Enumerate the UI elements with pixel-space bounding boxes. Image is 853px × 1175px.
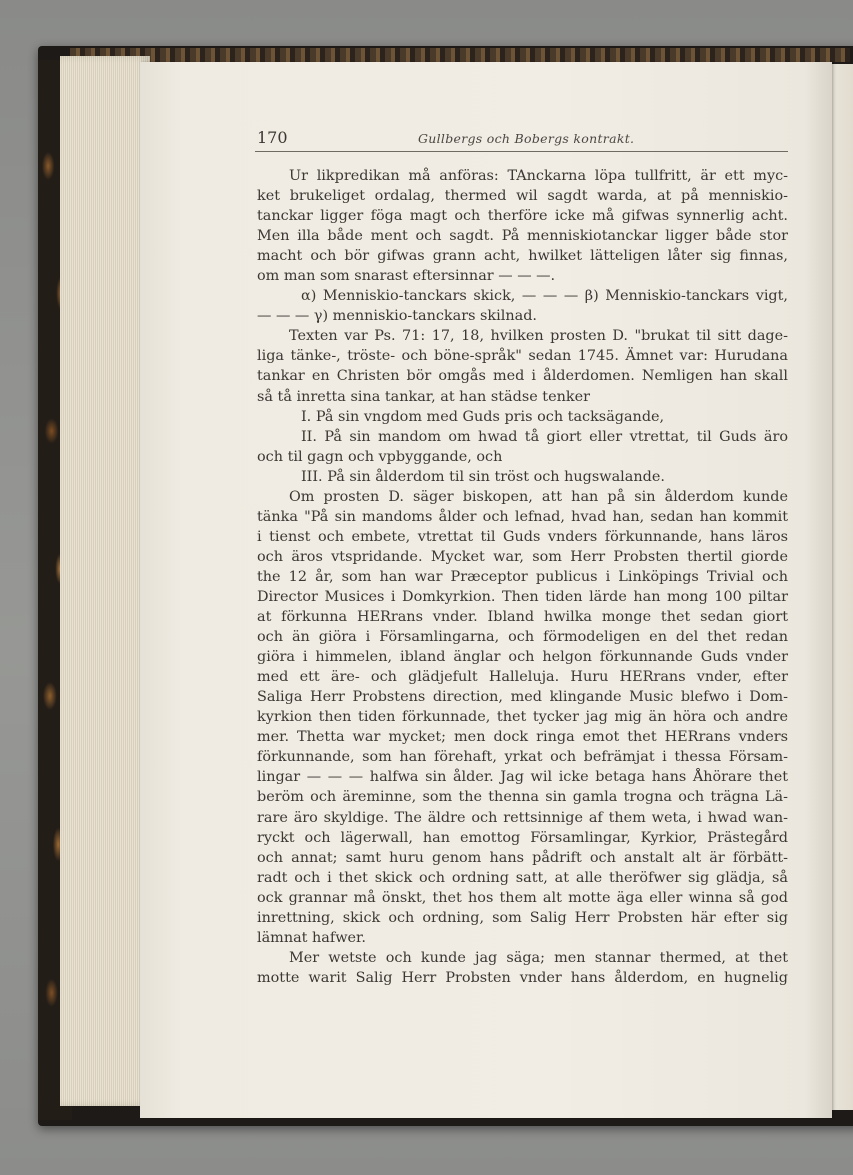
text-line: om man som snarast eftersinnar — — —. [257,268,556,285]
text-line: lämnat hafwer. [257,929,366,946]
text-line: giöra i himmelen, ibland änglar och helgon förkunnande Guds vnder [257,649,788,666]
text-line: kyrkion then tiden förkunnade, thet tycker jag mig än höra och andre [257,709,788,726]
text-line: ket brukeliget ordalag, thermed wil sagdt warda, at på menniskio- [257,188,788,205]
text-line: — — — γ) menniskio-tanckars skilnad. [257,308,537,325]
text-line: lingar — — — halfwa sin ålder. Jag wil icke betaga hans Åhörare thet [257,769,788,786]
text-line: beröm och äreminne, som the thenna sin gamla trogna och trägna Lä- [257,789,788,806]
text-line: tanckar ligger föga magt och therföre icke må gifwas synnerlig acht. [257,208,788,225]
text-line: liga tänke-, tröste- och böne-språk" sedan 1745. Ämnet var: Hurudana [257,348,788,365]
text-line: och än giöra i Församlingarna, och förmodeligen en del thet redan [257,629,788,646]
text-line: ock grannar må önskt, thet hos them alt motte äga eller winna så god [257,889,788,906]
text-line: rare äro skyldige. The äldre och rettsinnige af them weta, i hwad wan- [257,809,788,826]
text-line: så tå inretta sina tankar, at han städse tenker [257,388,590,405]
body-text [257,166,788,988]
text-line: II. På sin mandom om hwad tå giort eller vtrettat, til Guds äro [301,428,788,445]
text-line: med ett äre- och glädjefult Halleluja. Huru HERrans vnder, efter [257,669,788,686]
page-top-edge [70,48,850,62]
text-line: Ur likpredikan må anföras: TAnckarna löpa tullfritt, är ett myc- [289,168,788,184]
text-line: och til gagn och vpbyggande, och [257,448,503,465]
text-line: och annat; samt huru genom hans pådrift och anstalt alt är förbätt- [257,849,788,866]
text-line: i tienst och embete, vtrettat til Guds vnders förkunnande, hans läros [257,528,788,545]
text-line: Om prosten D. säger biskopen, att han på sin ålderdom kunde [289,488,788,505]
text-line: α) Menniskio-tanckars skick, — — — β) Menniskio-tanckars vigt, [301,288,788,305]
text-line: och äros vtspridande. Mycket war, som Herr Probsten thertil giorde [257,548,788,565]
running-title: Gullbergs och Bobergs kontrakt. [418,131,635,146]
text-line: I. På sin vngdom med Guds pris och tacksägande, [301,408,665,425]
text-line: Texten var Ps. 71: 17, 18, hvilken prosten D. "brukat til sitt dage- [289,328,788,345]
text-line: radt och i thet skick och ordning satt, at alle theröfwer sig glädja, så [257,869,788,886]
left-page-stack [60,56,150,1106]
text-line: ryckt och lägerwall, han emottog Församlingar, Kyrkior, Prästegård [257,829,788,846]
text-line: förkunnande, som han förehaft, yrkat och befrämjat i thessa Försam- [257,749,788,766]
text-line: at förkunna HERrans vnder. Ibland hwilka monge thet sedan giort [257,609,788,626]
text-line: tankar en Christen bör omgås med i ålderdomen. Nemligen han skall [257,368,788,385]
text-line: tänka "På sin mandoms ålder och lefnad, hvad han, sedan han kommit [257,508,788,525]
page-number: 170 [257,128,288,147]
text-line: III. På sin ålderdom til sin tröst och hugswalande. [301,468,665,485]
text-line: motte warit Salig Herr Probsten vnder hans ålderdom, en hugnelig [257,969,788,986]
text-line: Director Musices i Domkyrkion. Then tiden lärde han mong 100 piltar [257,588,788,605]
right-page-edge [830,64,853,1110]
text-line: Mer wetste och kunde jag säga; men stannar thermed, at thet [289,949,788,966]
text-line: Men illa både ment och sagdt. På menniskiotanckar ligger både stor [257,228,788,245]
header-rule [255,151,788,152]
text-line: mer. Thetta war mycket; men dock ringa emot thet HERrans vnders [257,729,788,746]
text-line: the 12 år, som han war Præceptor publicus i Linköpings Trivial och [257,568,788,585]
text-line: macht och bör gifwas grann acht, hwilket lätteligen låter sig finnas, [257,248,788,265]
text-line: Saliga Herr Probstens direction, med klingande Music blefwo i Dom- [257,689,788,706]
text-line: inrettning, skick och ordning, som Salig Herr Probsten här efter sig [257,909,788,926]
